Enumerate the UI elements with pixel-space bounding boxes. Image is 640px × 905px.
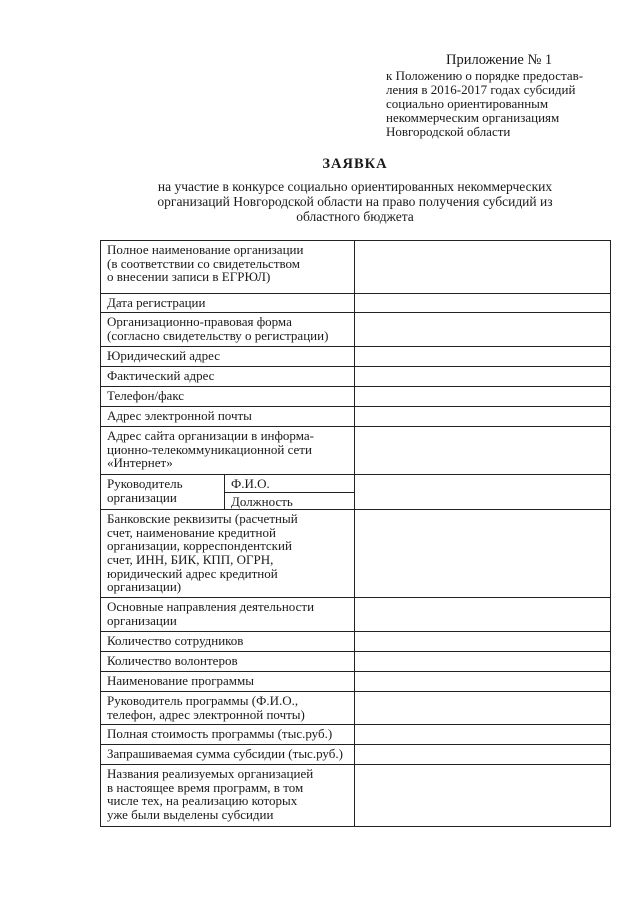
- field-label: [101, 347, 355, 367]
- field-value-cell[interactable]: [355, 407, 611, 427]
- appendix-line: некоммерческим организациям: [386, 110, 560, 125]
- appendix-text: [386, 69, 606, 139]
- field-label-line: Названия реализуемых организацией: [107, 766, 314, 782]
- form-row: [101, 652, 611, 672]
- field-label-line: организации): [107, 579, 182, 595]
- field-value-cell[interactable]: [355, 745, 611, 765]
- field-label-line: Основные направления деятельности: [107, 599, 315, 615]
- appendix-line: ления в 2016-2017 годах субсидий: [386, 82, 576, 97]
- field-label-line: ционно-телекоммуникационной сети: [107, 441, 312, 457]
- form-row: [101, 510, 611, 598]
- field-label: [101, 241, 355, 294]
- field-label: [101, 407, 355, 427]
- subfield-label: Ф.И.О.: [225, 475, 354, 493]
- field-label-line: о внесении записи в ЕГРЮЛ): [107, 269, 271, 285]
- field-label-line: Дата регистрации: [107, 295, 206, 310]
- field-value-cell[interactable]: [355, 510, 611, 598]
- field-label-line: Адрес электронной почты: [107, 408, 252, 423]
- field-label: [101, 313, 355, 347]
- field-label-line: Телефон/факс: [107, 388, 185, 403]
- form-row: [101, 632, 611, 652]
- field-label: [101, 510, 355, 598]
- field-value-cell[interactable]: [355, 313, 611, 347]
- document-title: ЗАЯВКА: [322, 156, 388, 172]
- field-label: [101, 598, 355, 632]
- field-label-line: Юридический адрес: [107, 348, 221, 363]
- field-label-line: в настоящее время программ, в том: [107, 779, 304, 795]
- field-label-line: Организационно-правовая форма: [107, 314, 292, 329]
- form-row: [101, 241, 611, 294]
- form-row: [101, 407, 611, 427]
- field-label-line: Полное наименование организации: [107, 242, 304, 257]
- field-value-cell[interactable]: [355, 427, 611, 475]
- document-subtitle: [100, 179, 610, 224]
- field-label-line: Наименование программы: [107, 673, 254, 689]
- field-value-cell[interactable]: [355, 387, 611, 407]
- field-label-line: Количество сотрудников: [107, 633, 244, 649]
- field-label-line: организации: [107, 489, 177, 505]
- appendix-line: социально ориентированным: [386, 96, 549, 111]
- form-row: [101, 294, 611, 313]
- field-label-line: юридический адрес кредитной: [107, 565, 278, 581]
- field-value-cell[interactable]: [355, 367, 611, 387]
- field-label: [101, 294, 355, 313]
- form-row: [101, 367, 611, 387]
- field-label-line: уже были выделены субсидии: [107, 806, 274, 822]
- subtitle-line: областного бюджета: [296, 209, 414, 224]
- field-label: [101, 387, 355, 407]
- application-form-table: [100, 240, 611, 827]
- field-value-cell[interactable]: [355, 725, 611, 745]
- field-label-line: организации, корреспондентский: [107, 538, 292, 554]
- field-label: [101, 475, 225, 510]
- field-label: [101, 652, 355, 672]
- form-row: [101, 765, 611, 827]
- appendix-title: Приложение № 1: [446, 52, 553, 68]
- field-label-line: Фактический адрес: [107, 368, 215, 383]
- field-label: [101, 745, 355, 765]
- subtitle-line: организаций Новгородской области на право получения субсидий из: [157, 194, 553, 209]
- field-value-cell[interactable]: [355, 241, 611, 294]
- form-row: [101, 745, 611, 765]
- field-label-line: Адрес сайта организации в информа-: [107, 428, 314, 443]
- field-label: [101, 672, 355, 692]
- field-label-line: Руководитель программы (Ф.И.О.,: [107, 693, 299, 709]
- field-label: [101, 725, 355, 745]
- form-row: [101, 725, 611, 745]
- field-value-cell[interactable]: [355, 765, 611, 827]
- appendix-line: к Положению о порядке предостав-: [386, 68, 584, 83]
- field-label-line: Запрашиваемая сумма субсидии (тыс.руб.): [107, 746, 343, 762]
- field-label-line: Полная стоимость программы (тыс.руб.): [107, 726, 333, 742]
- field-value-cell[interactable]: [355, 692, 611, 725]
- field-value-cell[interactable]: [355, 632, 611, 652]
- field-value-cell[interactable]: [355, 475, 611, 510]
- appendix-line: Новгородской области: [386, 124, 511, 139]
- field-label-line: телефон, адрес электронной почты): [107, 706, 305, 722]
- form-row: [101, 475, 611, 510]
- field-label-line: организации: [107, 612, 177, 628]
- field-label-line: (в соответствии со свидетельством: [107, 255, 301, 271]
- form-row: [101, 347, 611, 367]
- subtitle-line: на участие в конкурсе социально ориентированных некоммерческих: [157, 179, 553, 194]
- field-label-line: Руководитель: [107, 476, 183, 491]
- subfield-label: Должность: [231, 493, 293, 509]
- field-label-line: числе тех, на реализацию которых: [107, 793, 298, 809]
- field-label-line: счет, наименование кредитной: [107, 524, 276, 540]
- field-value-cell[interactable]: [355, 294, 611, 313]
- subfield-cell: [225, 475, 355, 510]
- form-row: [101, 692, 611, 725]
- field-label: [101, 692, 355, 725]
- field-label-line: Количество волонтеров: [107, 653, 238, 669]
- form-row: [101, 313, 611, 347]
- form-row: [101, 672, 611, 692]
- appendix-block: [386, 52, 606, 139]
- field-label: [101, 765, 355, 827]
- field-value-cell[interactable]: [355, 672, 611, 692]
- field-label: [101, 427, 355, 475]
- form-row: [101, 598, 611, 632]
- field-label-line: счет, ИНН, БИК, КПП, ОГРН,: [107, 551, 274, 567]
- field-label-line: Банковские реквизиты (расчетный: [107, 511, 298, 527]
- form-row: [101, 387, 611, 407]
- field-label-line: «Интернет»: [107, 455, 173, 471]
- field-value-cell[interactable]: [355, 598, 611, 632]
- field-label: [101, 632, 355, 652]
- field-label-line: (согласно свидетельству о регистрации): [107, 327, 329, 343]
- field-label: [101, 367, 355, 387]
- field-value-cell[interactable]: [355, 347, 611, 367]
- field-value-cell[interactable]: [355, 652, 611, 672]
- form-row: [101, 427, 611, 475]
